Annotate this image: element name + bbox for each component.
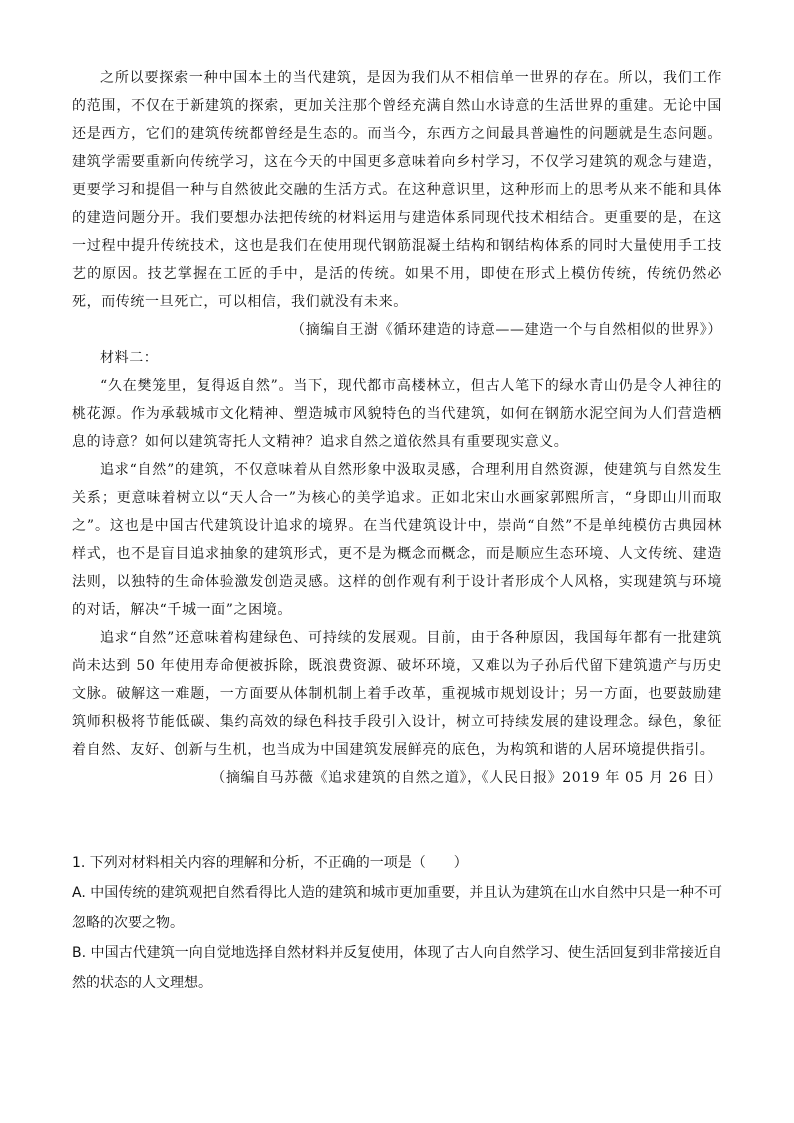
question-1: [72, 848, 722, 998]
material2-paragraph-1: “久在樊笼里，复得返自然”。当下，现代都市高楼林立，但古人笔下的绿水青山仍是令人神往的桃花源。作为承载城市文化精神、塑造城市风貌特色的当代建筑，如何在钢筋水泥空间为人们营造栖息的诗意？如何以建筑寄托人文精神？追求自然之道依然具有重要现实意义。: [72, 378, 722, 450]
material2-source: （摘编自马苏薇《追求建筑的自然之道》，《人民日报》2019 年 05 月 26 日）: [211, 770, 722, 786]
reading-materials: [72, 64, 722, 792]
option-b[interactable]: B. 中国古代建筑一向自觉地选择自然材料并反复使用，体现了古人向自然学习、使生活回复到非常接近自然的状态的人文理想。: [72, 945, 722, 991]
material2-paragraph-3: 追求“自然”还意味着构建绿色、可持续的发展观。目前，由于各种原因，我国每年都有一批建筑尚未达到 50 年使用寿命便被拆除，既浪费资源、破坏环境，又难以为子孙后代留下建筑遗产与历史文脉。破解这一难题，一方面要从体制机制上着手改革，重视城市规划设计；另一方面，也要鼓励建筑师积极将节能低碳、集约高效的绿色科技手段引入设计，树立可持续发展的建设理念。绿色，象征着自然、友好、创新与生机，也当成为中国建筑发展鲜亮的底色，为构筑和谐的人居环境提供指引。: [72, 630, 722, 758]
material1-paragraph: 之所以要探索一种中国本土的当代建筑，是因为我们从不相信单一世界的存在。所以，我们工作的范围，不仅在于新建筑的探索，更加关注那个曾经充满自然山水诗意的生活世界的重建。无论中国还是西方，它们的建筑传统都曾经是生态的。而当今，东西方之间最具普遍性的问题就是生态问题。建筑学需要重新向传统学习，这在今天的中国更多意味着向乡村学习，不仅学习建筑的观念与建造，更要学习和提倡一种与自然彼此交融的生活方式。在这种意识里，这种形而上的思考从来不能和具体的建造问题分开。我们要想办法把传统的材料运用与建造体系同现代技术相结合。更重要的是，在这一过程中提升传统技术，这也是我们在使用现代钢筋混凝土结构和钢结构体系的同时大量使用手工技艺的原因。技艺掌握在工匠的手中，是活的传统。如果不用，即使在形式上模仿传统，传统仍然必死，而传统一旦死亡，可以相信，我们就没有未来。: [72, 70, 722, 310]
material2-label: 材料二：: [100, 350, 159, 366]
question-stem: 1. 下列对材料相关内容的理解和分析，不正确的一项是（ ）: [72, 855, 468, 871]
material1-source: （摘编自王澍《循环建造的诗意——建造一个与自然相似的世界》）: [291, 322, 722, 338]
material2-paragraph-2: 追求“自然”的建筑，不仅意味着从自然形象中汲取灵感，合理利用自然资源，使建筑与自然发生关系；更意味着树立以“天人合一”为核心的美学追求。正如北宋山水画家郭熙所言，“身即山川而取之”。这也是中国古代建筑设计追求的境界。在当代建筑设计中，崇尚“自然”不是单纯模仿古典园林样式，也不是盲目追求抽象的建筑形式，更不是为概念而概念，而是顺应生态环境、人文传统、建造法则，以独特的生命体验激发创造灵感。这样的创作观有利于设计者形成个人风格，实现建筑与环境的对话，解决“千城一面”之困境。: [72, 462, 722, 618]
option-a[interactable]: A. 中国传统的建筑观把自然看得比人造的建筑和城市更加重要，并且认为建筑在山水自然中只是一种不可忽略的次要之物。: [72, 885, 722, 931]
